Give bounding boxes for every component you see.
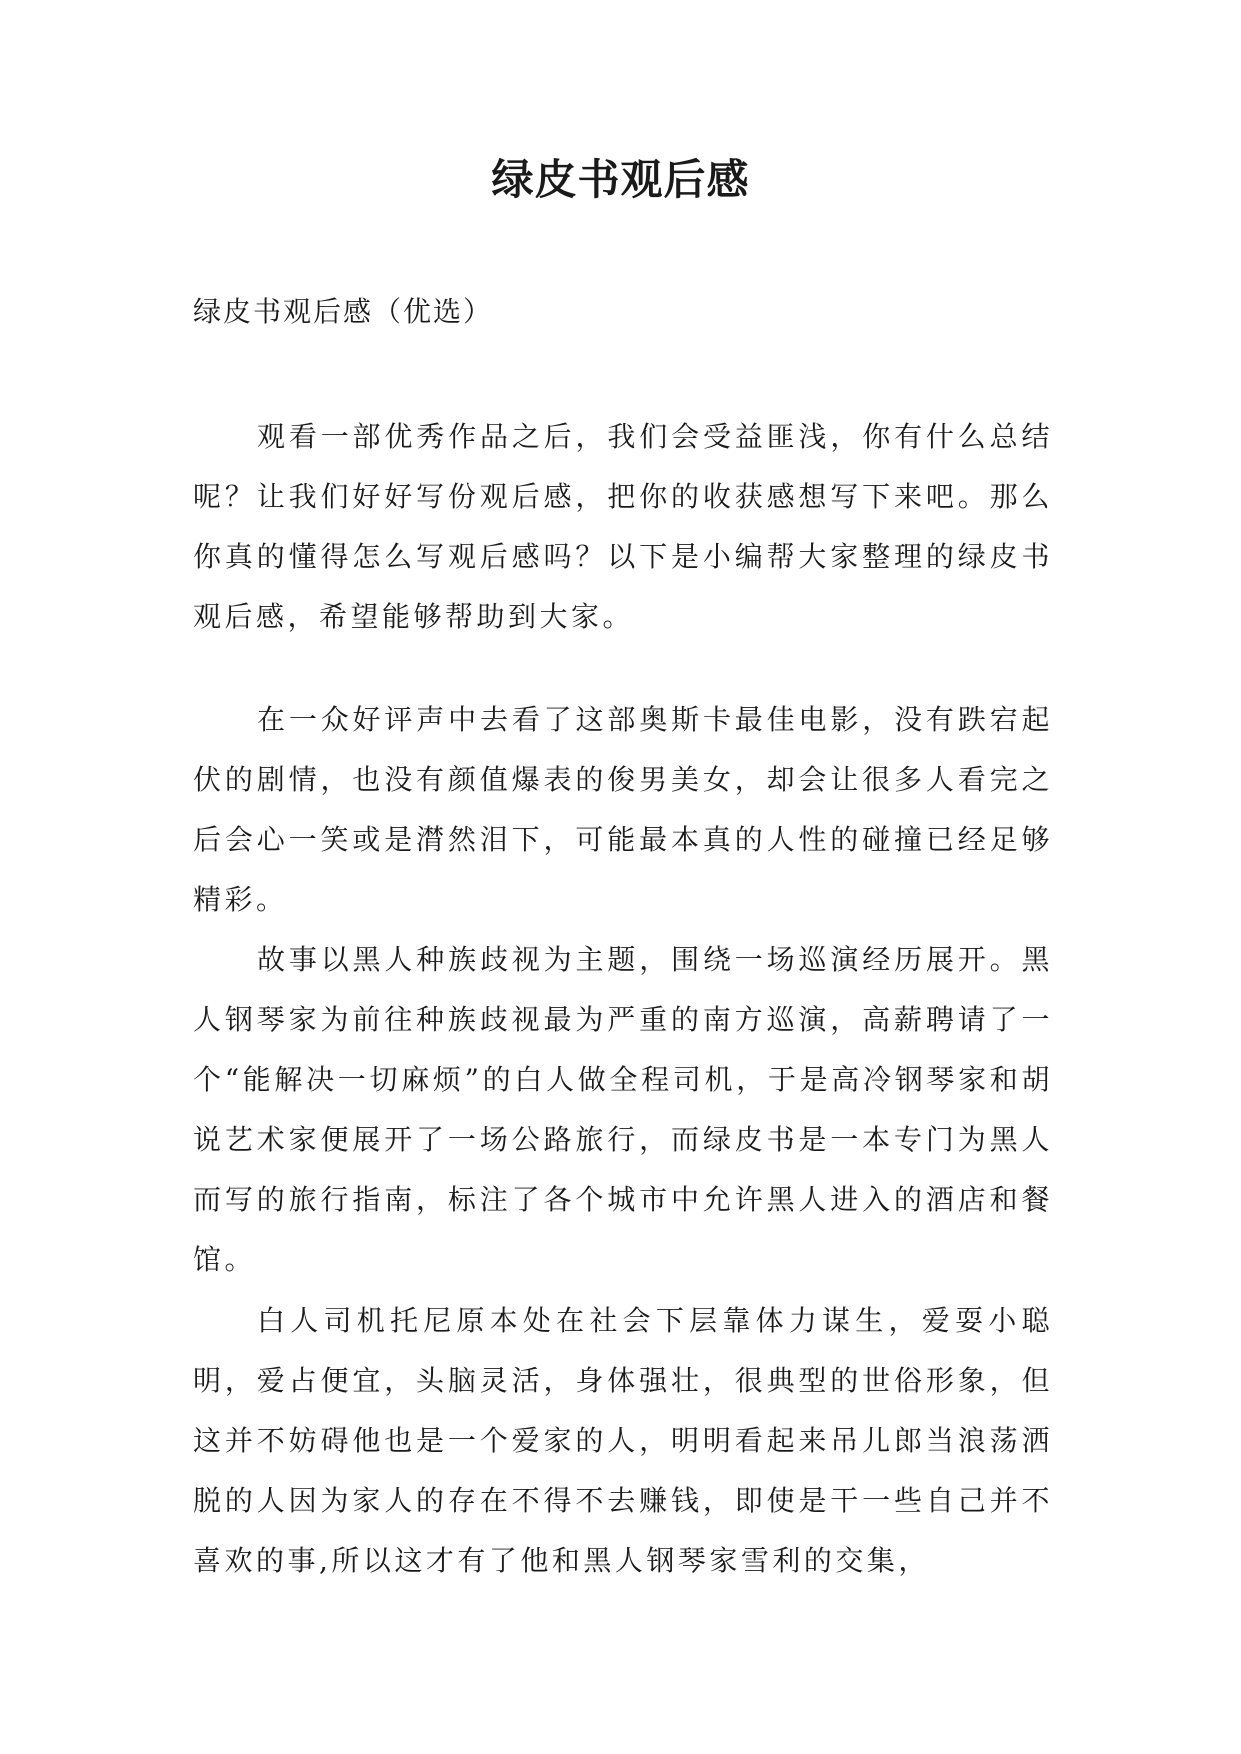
paragraph-intro: 观看一部优秀作品之后，我们会受益匪浅，你有什么总结呢？让我们好好写份观后感，把你的收获感想写下来吧。那么你真的懂得怎么写观后感吗？以下是小编帮大家整理的绿皮书观后感，希望能够帮助到大家。 bbox=[193, 420, 1053, 633]
document-subtitle: 绿皮书观后感（优选） bbox=[193, 295, 494, 328]
paragraph-character: 白人司机托尼原本处在社会下层靠体力谋生，爱耍小聪明，爱占便宜，头脑灵活，身体强壮，很典型的世俗形象，但这并不妨碍他也是一个爱家的人，明明看起来吊儿郎当浪荡洒脱的人因为家人的存在不得不去赚钱，即使是干一些自己并不喜欢的事,所以这才有了他和黑人钢琴家雪利的交集， bbox=[193, 1304, 1053, 1577]
paragraph-story: 故事以黑人种族歧视为主题，围绕一场巡演经历展开。黑人钢琴家为前往种族歧视最为严重的南方巡演，高薪聘请了一个“能解决一切麻烦”的白人做全程司机，于是高冷钢琴家和胡说艺术家便展开了一场公路旅行，而绿皮书是一本专门为黑人而写的旅行指南，标注了各个城市中允许黑人进入的酒店和餐馆。 bbox=[193, 943, 1053, 1276]
paragraph-opening: 在一众好评声中去看了这部奥斯卡最佳电影，没有跌宕起伏的剧情，也没有颜值爆表的俊男美女，却会让很多人看完之后会心一笑或是潸然泪下，可能最本真的人性的碰撞已经足够精彩。 bbox=[193, 703, 1053, 916]
document-title: 绿皮书观后感 bbox=[491, 155, 750, 204]
